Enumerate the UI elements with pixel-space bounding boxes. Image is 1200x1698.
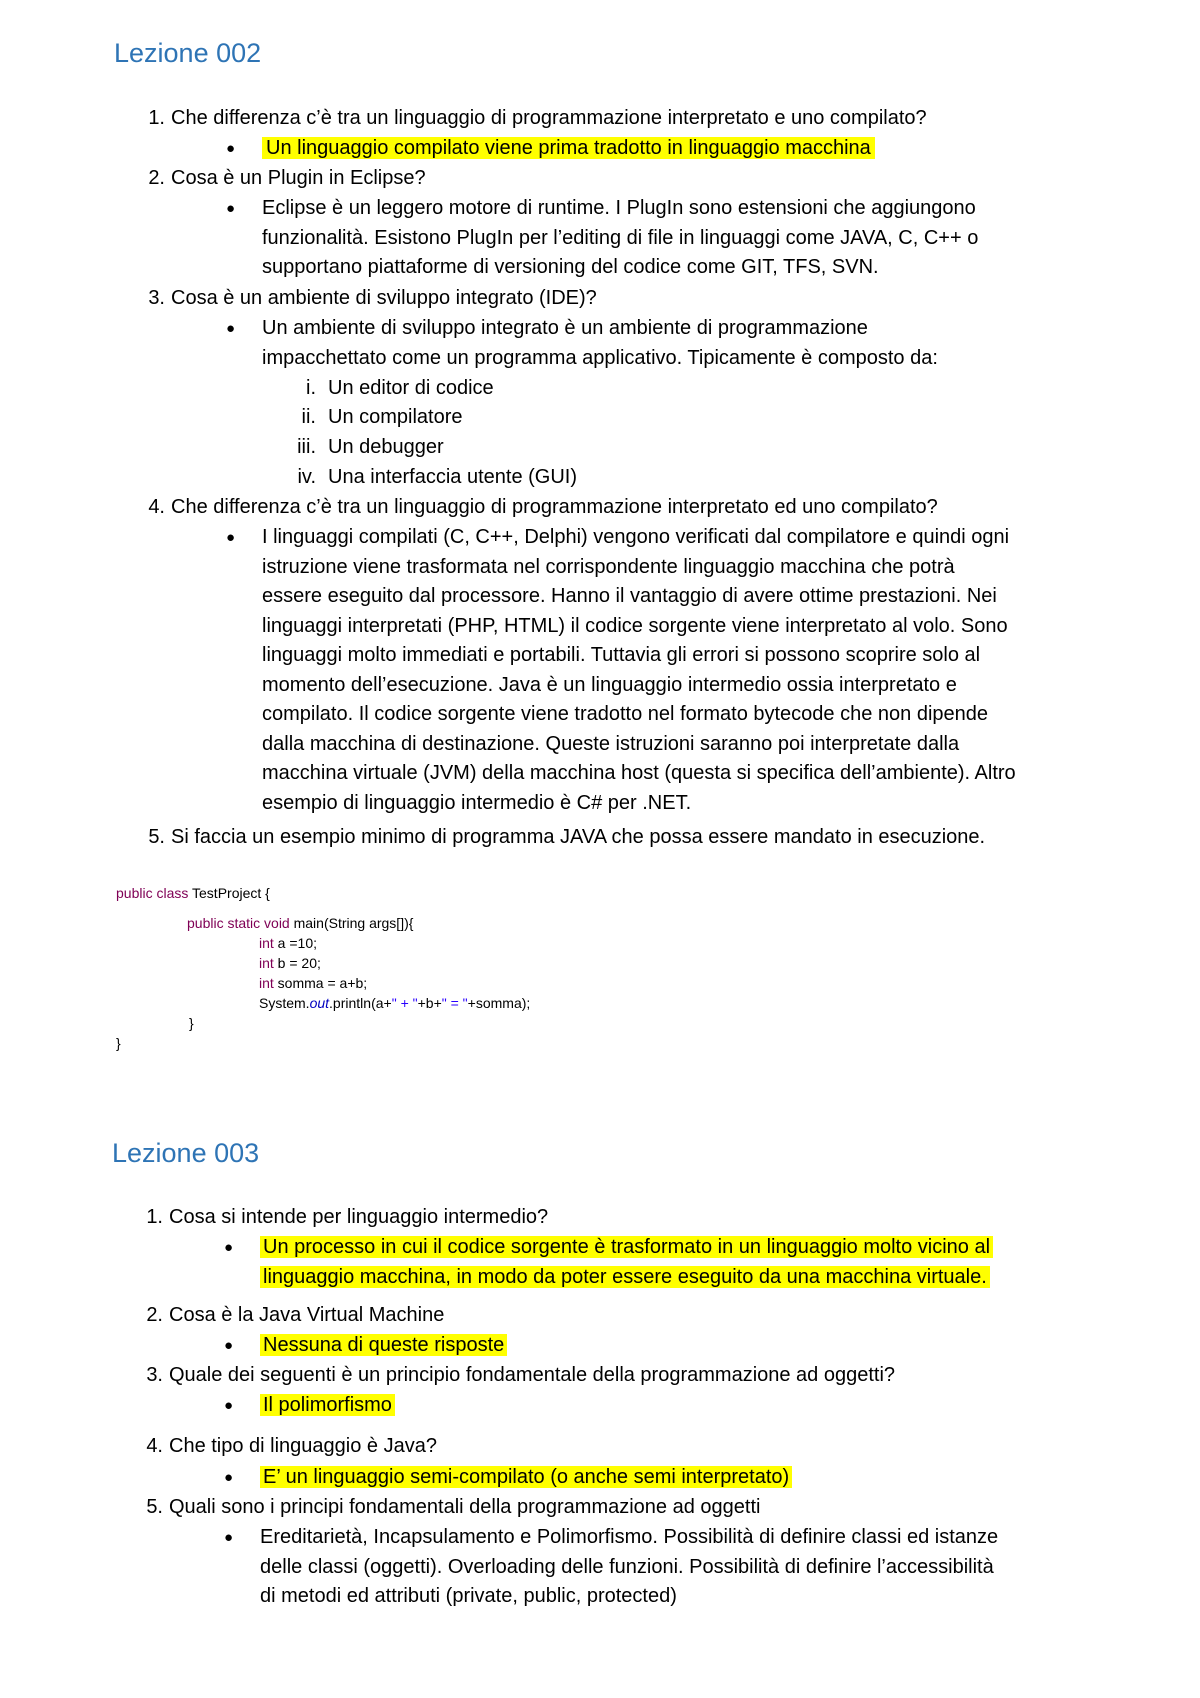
code-line: } [116,1035,121,1051]
question-number: 5. [148,826,165,848]
question-number: 3. [146,1364,163,1386]
answer-line: Eclipse è un leggero motore di runtime. I PlugIn sono estensioni che aggiungono [262,197,976,219]
code-line: } [189,1015,194,1031]
question-text: Quali sono i principi fondamentali della programmazione ad oggetti [169,1496,761,1518]
answer-item [226,523,1090,818]
answer-line: delle classi (oggetti). Overloading delle funzioni. Possibilità di definire l’accessibilità [260,1555,994,1578]
answer-line: impacchettato come un programma applicativo. Tipicamente è composto da: [262,346,938,369]
answer-line: dalla macchina di destinazione. Queste istruzioni saranno poi interpretate dalla [262,732,960,755]
code-string: " = " [441,995,468,1011]
answer-item [224,1233,993,1292]
roman-item-text: Un editor di codice [328,377,494,399]
answer-text-highlighted: Nessuna di queste risposte [260,1334,507,1356]
answer-line: esempio di linguaggio intermedio è C# per .NET. [262,791,692,814]
answer-line: supportano piattaforme di versioning del codice come GIT, TFS, SVN. [262,256,879,278]
bullet-icon: ● [224,1397,234,1414]
question-number: 4. [146,1435,163,1457]
question-number: 3. [148,287,165,309]
section-title-lezione-002: Lezione 002 [114,38,262,68]
answer-line: linguaggi molto immediati e portabili. Tuttavia gli errori si possono scoprire solo al [262,644,981,666]
question-number: 1. [148,107,165,129]
bullet-icon: ● [224,1529,234,1546]
roman-number: i. [306,377,316,399]
code-text: somma = a+b; [273,975,368,991]
code-line [259,933,317,953]
code-text: TestProject { [188,885,270,901]
bullet-icon: ● [224,1337,234,1354]
question-text: Che tipo di linguaggio è Java? [169,1435,437,1457]
section-title-lezione-003: Lezione 003 [112,1138,260,1168]
question-text: Cosa si intende per linguaggio intermedio? [169,1206,549,1228]
answer-line: essere eseguito dal processore. Hanno il vantaggio di avere ottime prestazioni. Nei [262,585,997,607]
answer-line: momento dell’esecuzione. Java è un linguaggio intermedio ossia interpretato e [262,673,957,696]
question-text: Che differenza c’è tra un linguaggio di programmazione interpretato e uno compilato? [171,107,927,129]
code-line [259,973,367,993]
question-text: Si faccia un esempio minimo di programma JAVA che possa essere mandato in esecuzione. [171,826,986,848]
question-text: Cosa è un ambiente di sviluppo integrato (IDE)? [171,287,597,309]
answer-item [226,134,875,164]
answer-line-highlighted: Un processo in cui il codice sorgente è trasformato in un linguaggio molto vicino al [260,1236,993,1258]
code-line [259,953,321,973]
code-text: a =10; [273,935,317,951]
code-text: .println(a+ [329,995,392,1011]
roman-number: iv. [297,466,316,488]
roman-item-text: Un debugger [328,436,444,458]
code-line [259,993,530,1013]
code-line [187,913,413,933]
answer-line: Un ambiente di sviluppo integrato è un ambiente di programmazione [262,317,868,339]
question-number: 2. [146,1304,163,1326]
code-text: +b+ [417,995,442,1011]
answer-text-highlighted: E’ un linguaggio semi-compilato (o anche semi interpretato) [260,1466,792,1488]
code-field: out [309,995,330,1011]
question-number: 5. [146,1496,163,1518]
code-line [116,883,270,903]
bullet-icon: ● [226,320,236,337]
code-keyword: int [259,955,274,971]
roman-number: iii. [297,436,316,458]
answer-line: compilato. Il codice sorgente viene tradotto nel formato bytecode che non dipende [262,703,989,725]
code-text: System. [259,995,310,1011]
answer-item [224,1523,999,1612]
answer-line: I linguaggi compilati (C, C++, Delphi) vengono verificati dal compilatore e quindi ogni [262,526,1010,548]
question-text: Che differenza c’è tra un linguaggio di programmazione interpretato ed uno compilato? [171,496,938,518]
answer-line-highlighted: linguaggio macchina, in modo da poter essere eseguito da una macchina virtuale. [260,1266,990,1288]
answer-line: macchina virtuale (JVM) della macchina host (questa si specifica dell’ambiente). Altro [262,762,1016,784]
answer-item [226,314,1022,373]
roman-item-text: Un compilatore [328,406,463,428]
answer-item [224,1331,507,1361]
question-number: 2. [148,167,165,189]
question-text: Quale dei seguenti è un principio fondamentale della programmazione ad oggetti? [169,1364,896,1386]
code-text: b = 20; [273,955,321,971]
question-number: 4. [148,496,165,518]
bullet-icon: ● [226,140,236,157]
roman-number: ii. [301,406,316,428]
code-keyword: int [259,975,274,991]
code-keyword: public static void [187,915,290,931]
bullet-icon: ● [224,1239,234,1256]
code-string: " + " [391,995,418,1011]
answer-item [224,1463,792,1493]
answer-line: linguaggi interpretati (PHP, HTML) il codice sorgente viene interpretato al volo. Sono [262,614,1008,637]
bullet-icon: ● [226,529,236,546]
answer-item [224,1391,395,1421]
answer-line: di metodi ed attributi (private, public, protected) [260,1585,677,1607]
question-text: Cosa è un Plugin in Eclipse? [171,167,426,189]
answer-item [226,194,1052,283]
code-text: main(String args[]){ [289,915,414,931]
answer-text-highlighted: Il polimorfismo [260,1394,395,1416]
answer-line: funzionalità. Esistono PlugIn per l’editing di file in linguaggi come JAVA, C, C++ o [262,226,979,249]
question-number: 1. [146,1206,163,1228]
code-keyword: int [259,935,274,951]
answer-line: istruzione viene trasformata nel corrispondente linguaggio macchina che potrà [262,555,955,578]
answer-text-highlighted: Un linguaggio compilato viene prima tradotto in linguaggio macchina [262,137,875,159]
roman-item-text: Una interfaccia utente (GUI) [328,466,577,488]
bullet-icon: ● [224,1469,234,1486]
question-text: Cosa è la Java Virtual Machine [169,1304,445,1326]
code-text: +somma); [467,995,531,1011]
bullet-icon: ● [226,200,236,217]
code-keyword: public class [116,885,189,901]
answer-line: Ereditarietà, Incapsulamento e Polimorfismo. Possibilità di definire classi ed istanze [260,1526,999,1548]
